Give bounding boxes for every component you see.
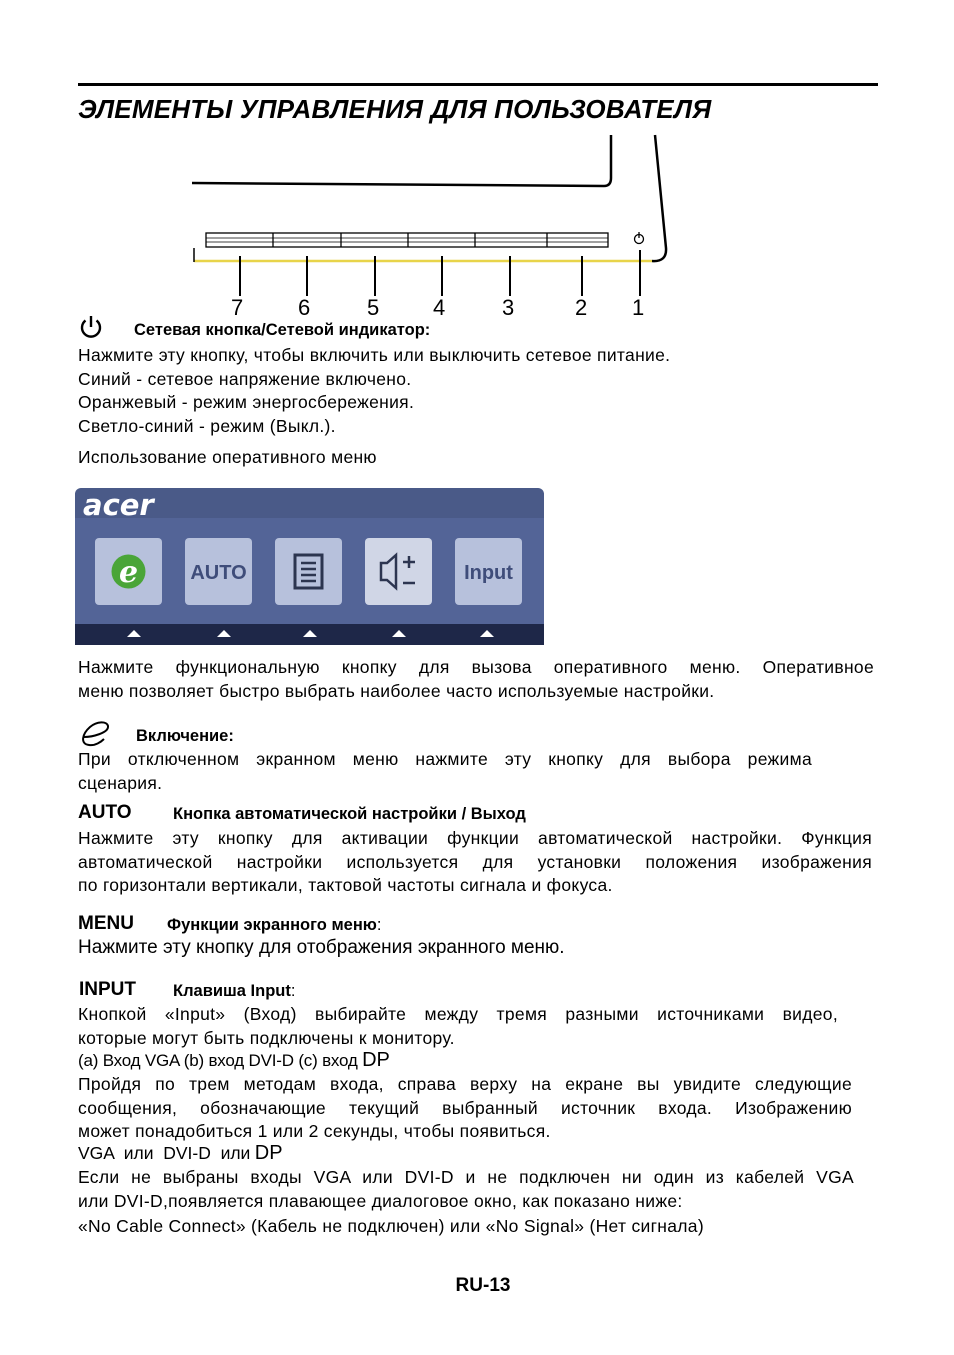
input-vga-line (78, 1142, 283, 1165)
page-number (0, 1275, 954, 1297)
menu-heading (167, 916, 382, 935)
input-description-3 (78, 1166, 854, 1213)
power-description (78, 344, 878, 438)
auto-line: по горизонтали вертикали, тактовой частоты сигнала и фокуса. (78, 875, 613, 895)
power-line: Светло-синий - режим (Выкл.). (78, 415, 336, 436)
osd-button-empowering[interactable] (95, 538, 162, 605)
empowering-line: сценария. (78, 772, 163, 793)
empowering-description (78, 748, 812, 795)
e-key-icon (78, 720, 114, 748)
empowering-line: При отключенном экранном меню нажмите эту кнопку для выбора режима (78, 749, 812, 769)
button-number-5: 5 (367, 295, 380, 320)
osd-button-menu[interactable] (275, 538, 342, 605)
input-line: Кнопкой «Input» (Вход) выбирайте между тремя разными источниками видео, (78, 1004, 838, 1024)
monitor-bezel-diagram (180, 130, 680, 320)
input-sources-text: (a) Вход VGA (b) вход DVI-D (c) вход (78, 1051, 358, 1070)
menu-heading-text: Функции экранного меню (167, 916, 377, 934)
input-description-1 (78, 1003, 838, 1050)
auto-description (78, 827, 872, 898)
input-heading-colon: : (290, 982, 296, 1000)
osd-intro: Использование оперативного меню (78, 447, 377, 467)
power-line: Нажмите эту кнопку, чтобы включить или выключить сетевое питание. (78, 345, 671, 365)
osd-desc-line: Нажмите функциональную кнопку для вызова оперативного меню. Оперативное (78, 657, 874, 677)
auto-line: автоматической настройки используется для установки положения изображения (78, 851, 872, 872)
button-number-3: 3 (502, 295, 515, 320)
acer-logo: acer (83, 488, 154, 522)
input-heading (173, 982, 295, 1001)
page-number-text: RU-13 (455, 1275, 511, 1296)
input-description-2 (78, 1073, 852, 1144)
page-title: ЭЛЕМЕНТЫ УПРАВЛЕНИЯ ДЛЯ ПОЛЬЗОВАТЕЛЯ (78, 94, 712, 124)
button-number-7: 7 (231, 295, 244, 320)
button-number-1: 1 (632, 295, 645, 320)
input-line: или DVI-D,появляется плавающее диалоговое окно, как показано ниже: (78, 1190, 683, 1211)
input-line: Если не выбраны входы VGA или DVI-D и не подключен ни один из кабелей VGA (78, 1167, 854, 1187)
osd-button-input[interactable] (455, 538, 522, 605)
input-last-line: «No Cable Connect» (Кабель не подключен) или «No Signal» (Нет сигнала) (78, 1216, 704, 1236)
bezel-power-icon (635, 232, 644, 244)
button-number-4: 4 (433, 295, 446, 320)
osd-button-volume[interactable] (365, 538, 432, 605)
osd-button-auto[interactable] (185, 538, 252, 605)
osd-desc-line: меню позволяет быстро выбрать наиболее часто используемые настройки. (78, 680, 715, 701)
input-vga-text: VGA или DVI-D или (78, 1143, 251, 1163)
input-sources-line (78, 1049, 390, 1072)
empowering-heading: Включение: (136, 727, 234, 745)
e-logo-icon: e (118, 555, 139, 590)
osd-panel (75, 488, 545, 646)
power-line: Оранжевый - режим энергосбережения. (78, 392, 415, 412)
input-sources-dp: DP (362, 1049, 390, 1071)
auto-key-label: AUTO (78, 802, 132, 823)
auto-heading: Кнопка автоматической настройки / Выход (173, 805, 526, 823)
osd-input-label: Input (464, 562, 513, 584)
menu-key-label: MENU (78, 913, 134, 934)
input-line: сообщения, обозначающие текущий выбранный источник входа. Изображению (78, 1097, 852, 1118)
input-vga-dp: DP (254, 1142, 283, 1164)
input-line: которые могут быть подключены к монитору. (78, 1027, 455, 1048)
input-line: Пройдя по трем методам входа, справа верху на екране вы увидите следующие (78, 1074, 852, 1094)
osd-auto-label: AUTO (190, 562, 247, 584)
osd-description (78, 656, 874, 703)
menu-description: Нажмите эту кнопку для отображения экранного меню. (78, 937, 565, 958)
power-icon (78, 314, 104, 340)
power-heading: Сетевая кнопка/Сетевой индикатор: (134, 321, 431, 339)
menu-heading-colon: : (376, 916, 382, 934)
power-line: Синий - сетевое напряжение включено. (78, 368, 412, 389)
input-line: может понадобиться 1 или 2 секунды, чтобы появиться. (78, 1121, 551, 1141)
auto-line: Нажмите эту кнопку для активации функции автоматической настройки. Функция (78, 828, 872, 848)
input-key-label: INPUT (79, 979, 136, 1000)
top-rule (78, 83, 878, 86)
button-number-2: 2 (575, 295, 588, 320)
bezel-button-strip (206, 233, 608, 247)
button-number-6: 6 (298, 295, 311, 320)
input-heading-text: Клавиша Input (173, 982, 291, 1000)
